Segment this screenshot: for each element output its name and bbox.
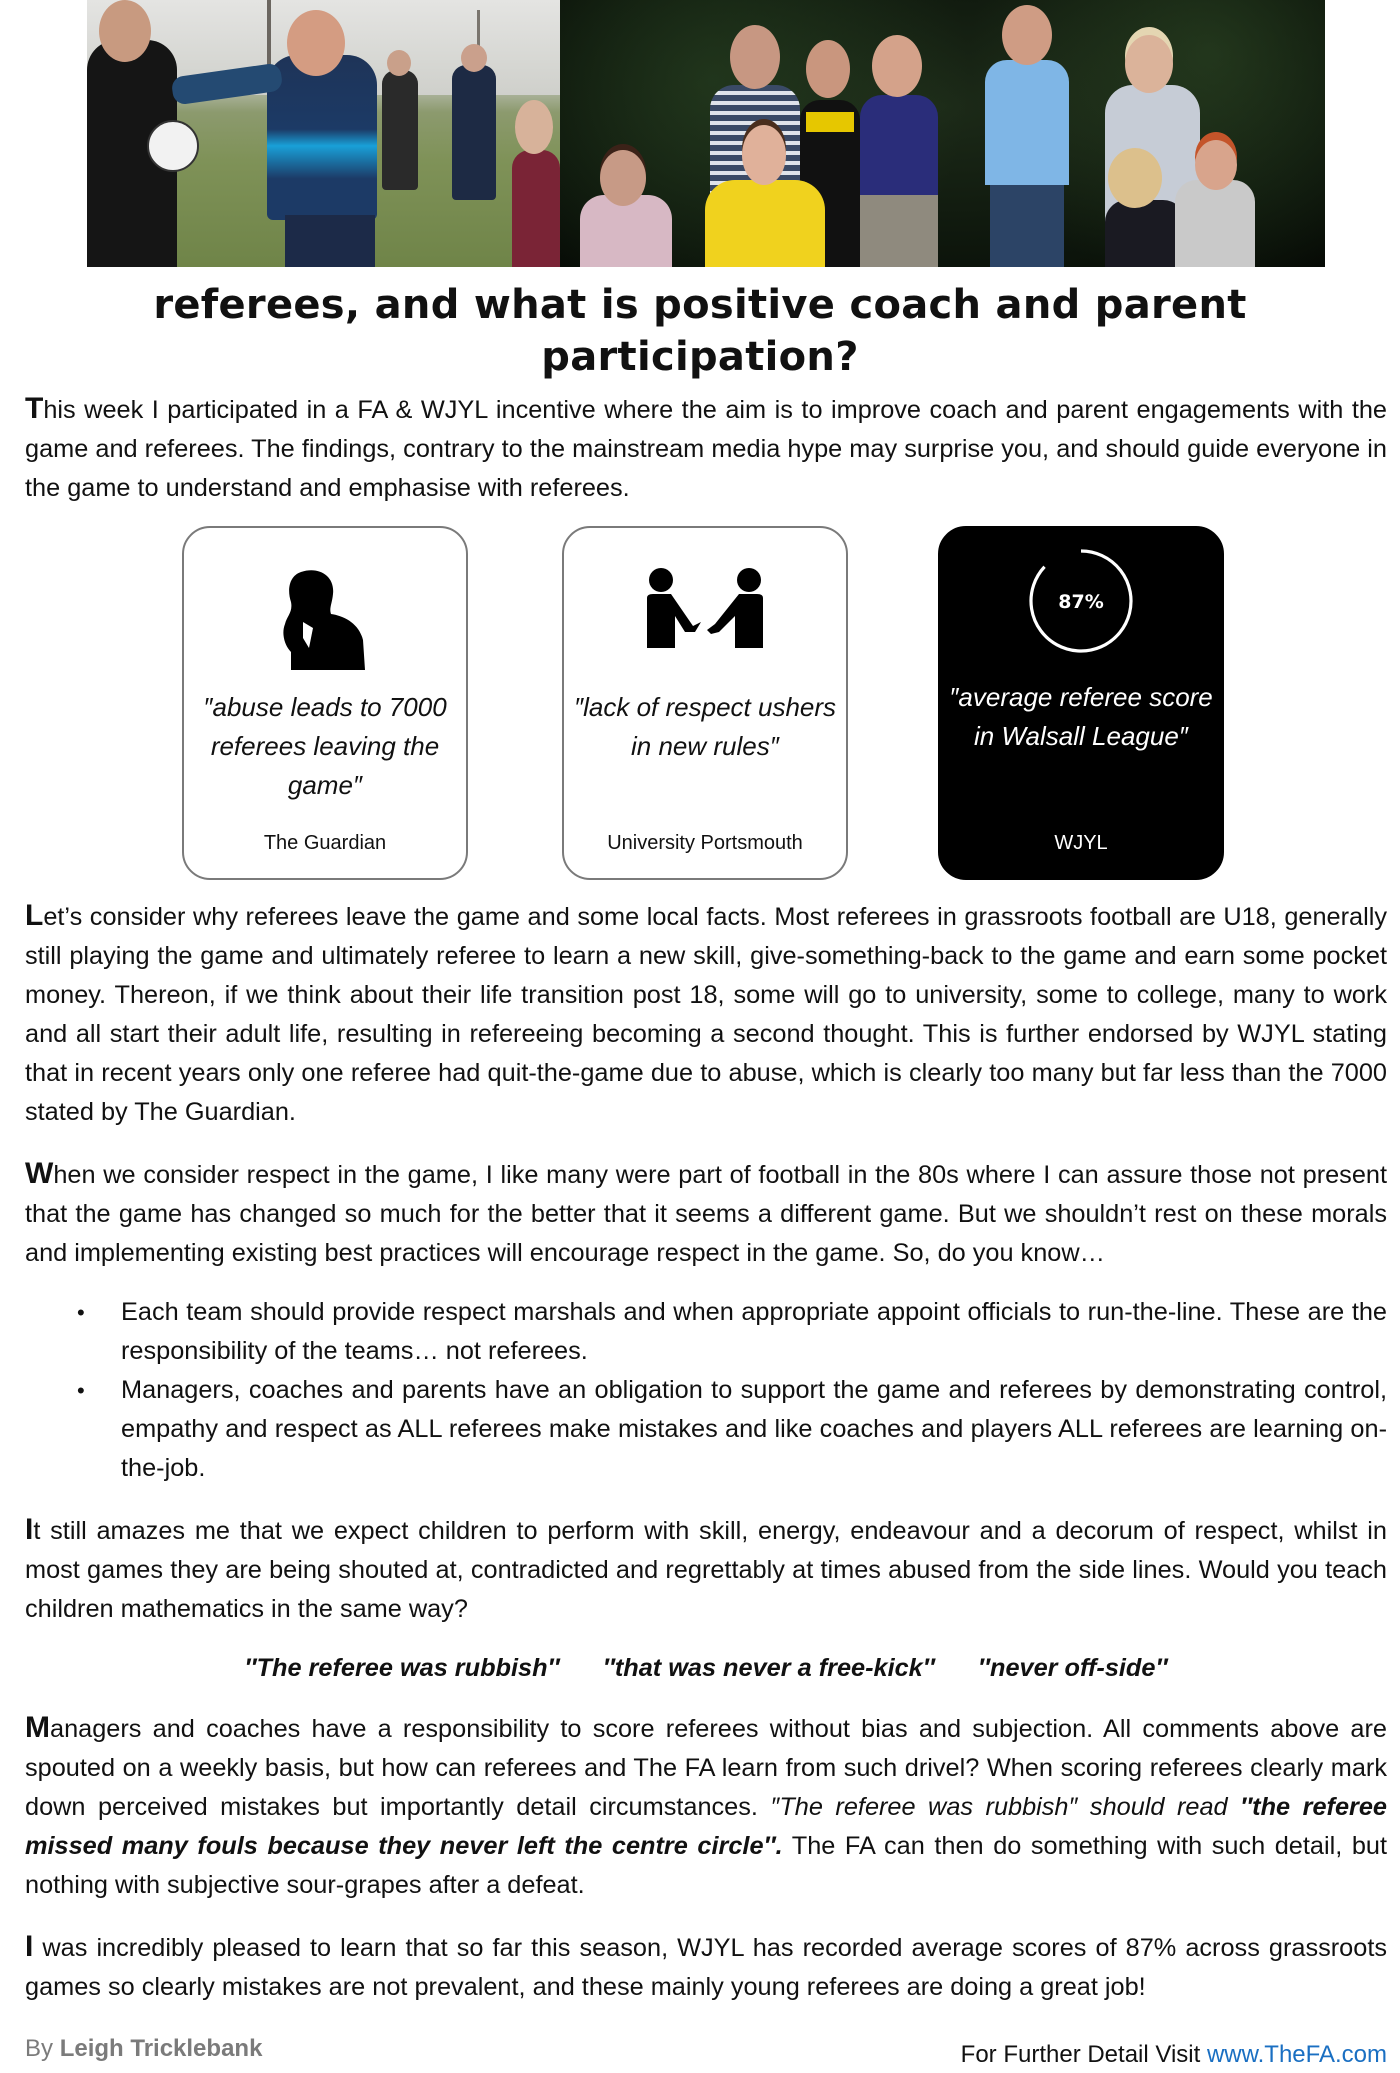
visit-label: For Further Detail Visit — [960, 2041, 1201, 2068]
bullet-icon: • — [77, 1378, 85, 1403]
paragraph-text: et’s consider why referees leave the game and some local facts. Most referees in grassroots football are U18, generally still playing the game and ultimately referee to learn a new skill, give-something-back to the game and earn some pocket money. Thereon, if we think about their life transition post 18, some will go to university, some to college, many to work and all start their adult life, resulting in refereeing becoming a second thought. This is further endorsed by WJYL stating that in recent years only one referee had quit-the-game due to abuse, which is clearly too many but far less than the 7000 stated by The Guardian. — [25, 903, 1387, 1126]
article-body-continued — [25, 896, 1387, 2007]
author-byline — [25, 2033, 262, 2065]
list-item — [25, 1371, 1387, 1488]
handshake-icon — [645, 568, 765, 648]
sideline-quotes — [25, 1649, 1387, 1688]
paragraph-text: anagers and coaches have a responsibility to score referees without bias and subjection. All comments above are spouted on a weekly basis, but how can referees and The FA learn from such drivel? When scoring referees clearly mark down perceived mistakes but importantly detail circumstances. — [25, 1715, 1387, 1821]
sideline-quote: ″that was never a free-kick″ — [602, 1654, 935, 1682]
paragraph-text: was incredibly pleased to learn that so far this season, WJYL has recorded average scores of 87% across grassroots games so clearly mistakes are not prevalent, and these mainly young referees are doing a great job! — [25, 1934, 1387, 2001]
drop-cap: I — [25, 1513, 34, 1546]
card-source: University Portsmouth — [607, 832, 803, 854]
stat-cards — [0, 526, 1400, 882]
paragraph-closing — [25, 1927, 1387, 2007]
paragraph-children — [25, 1510, 1387, 1629]
paragraph-text: hen we consider respect in the game, I like many were part of football in the 80s where I can assure those not present that the game has changed so much for the better that it seems a different game. But we shouldn’t rest on these morals and implementing existing best practices will encourage respect in the game. So, do you know… — [25, 1161, 1387, 1267]
bullet-icon: • — [77, 1300, 85, 1325]
drop-cap: W — [25, 1157, 54, 1190]
intro-paragraph — [25, 389, 1387, 508]
paragraph-managers — [25, 1708, 1387, 1905]
card-quote: ″average referee score in Walsall League″ — [949, 682, 1213, 751]
by-label: By — [25, 2035, 54, 2062]
drop-cap: M — [25, 1711, 50, 1744]
parents-watching-match-photo — [560, 0, 1325, 267]
list-item-text: Managers, coaches and parents have an obligation to support the game and referees by demonstrating control, empathy and respect as ALL referees make mistakes and like coaches and players ALL referees are learning on-the-job. — [121, 1376, 1387, 1482]
list-item-text: Each team should provide respect marshals and when appropriate appoint officials to run-the-line. These are the responsibility of the teams… not referees. — [121, 1298, 1387, 1365]
sideline-quote: ″never off-side″ — [977, 1654, 1168, 1682]
thefa-link[interactable]: www.TheFA.com — [1206, 2041, 1387, 2068]
drop-cap: I — [25, 1930, 34, 1963]
coach-arguing-with-referee-photo — [87, 0, 560, 267]
header-photo-strip — [87, 0, 1325, 267]
best-practice-list — [25, 1293, 1387, 1488]
card-portsmouth — [562, 526, 848, 880]
drop-cap: T — [25, 392, 44, 425]
card-source: The Guardian — [263, 832, 387, 854]
paragraph-why-referees-leave — [25, 896, 1387, 1132]
bold-italic-quote: ″the referee missed many fouls because they never left the centre circle″. — [25, 1793, 1387, 1860]
paragraph-text: The FA can then do something with such detail, but nothing with subjective sour-grapes after a defeat. — [25, 1832, 1387, 1899]
article-title: referees, and what is positive coach and parent participation? — [153, 282, 1247, 380]
intro-text: his week I participated in a FA & WJYL incentive where the aim is to improve coach and parent engagements with the game and referees. The findings, contrary to the mainstream media hype may surprise you, and should guide everyone in the game to understand and emphasise with referees. — [25, 396, 1387, 502]
drop-cap: L — [25, 899, 44, 932]
sideline-quote: ″The referee was rubbish″ — [244, 1654, 560, 1682]
card-guardian — [182, 526, 468, 880]
author-name: Leigh Tricklebank — [59, 2035, 263, 2062]
list-item — [25, 1293, 1387, 1371]
card-quote: ″abuse leads to 7000 referees leaving the game″ — [203, 692, 447, 800]
italic-quote: ″The referee was rubbish″ should read — [770, 1793, 1241, 1821]
article-body — [25, 389, 1387, 508]
card-source: WJYL — [1054, 832, 1108, 854]
card-wjyl — [938, 526, 1224, 880]
gauge-value: 87% — [1058, 591, 1104, 613]
paragraph-respect — [25, 1154, 1387, 1273]
footer — [25, 2033, 1387, 2073]
further-detail — [961, 2039, 1387, 2071]
paragraph-text: t still amazes me that we expect children to perform with skill, energy, endeavour and a decorum of respect, whilst in most games they are being shouted at, contradicted and regrettably at times abused from the side lines. Would you teach children mathematics in the same way? — [25, 1517, 1387, 1623]
distressed-person-icon — [279, 568, 371, 670]
progress-ring-icon — [1026, 546, 1136, 656]
card-quote: ″lack of respect ushers in new rules″ — [573, 692, 837, 761]
